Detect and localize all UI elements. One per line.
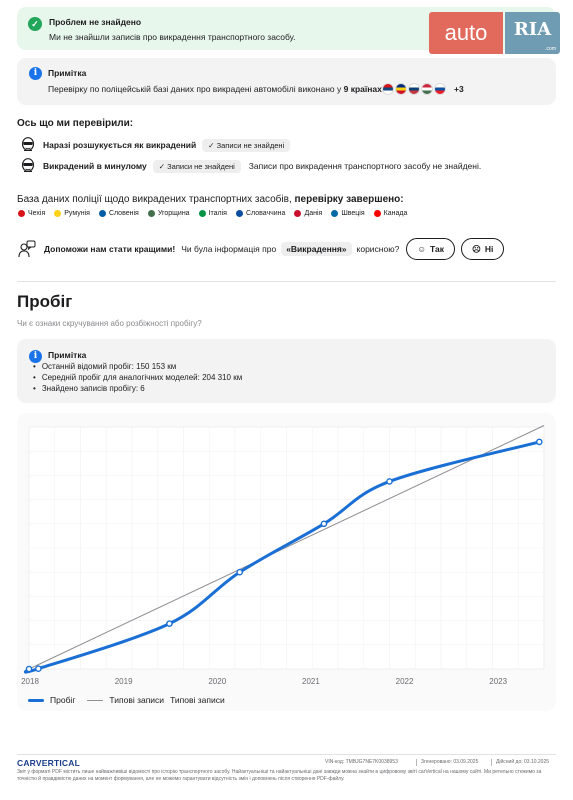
feedback-question-end: корисною?	[356, 244, 400, 254]
country-name: Словенія	[108, 210, 139, 217]
feedback-row	[18, 238, 504, 260]
legend-label: Типові записи	[170, 695, 225, 705]
yes-button[interactable]	[406, 238, 455, 260]
legend-label: Пробіг	[50, 695, 76, 705]
feedback-person-icon	[18, 240, 36, 258]
generated-date: Згенеровано: 03.09.2025	[421, 759, 479, 765]
x-tick-label: 2021	[302, 677, 320, 686]
country-flag-icon	[99, 210, 106, 217]
country-item	[199, 210, 227, 217]
list-item: • Середній пробіг для аналогічних моделей: 204 310 км	[33, 372, 242, 383]
alert-text: Ми не знайшли записів про викрадення транспортного засобу.	[49, 32, 296, 42]
data-point	[36, 666, 41, 671]
chart-legend	[28, 695, 225, 705]
country-name: Канада	[383, 210, 408, 217]
data-point	[237, 570, 242, 575]
x-tick-label: 2020	[208, 677, 227, 686]
country-name: Румунія	[64, 210, 90, 217]
check-label: Наразі розшукується як викрадений	[43, 140, 197, 150]
country-list	[18, 210, 407, 217]
note-text-pre: Перевірку по поліцейській базі даних про викрадені автомобілі виконано у	[48, 84, 344, 94]
data-point	[321, 521, 326, 526]
mileage-heading: Пробіг	[17, 292, 73, 311]
footer-separator	[491, 759, 492, 766]
country-item	[331, 210, 364, 217]
country-name: Італія	[208, 210, 227, 217]
country-item	[54, 210, 90, 217]
ria-logo-domain: .com	[545, 46, 556, 52]
x-tick-label: 2022	[395, 677, 414, 686]
check-small-icon: ✓	[158, 161, 166, 171]
country-name: Угорщина	[157, 210, 190, 217]
alert-title: Проблем не знайдено	[49, 17, 142, 27]
country-item	[99, 210, 139, 217]
yes-label: Так	[430, 244, 444, 254]
x-tick-label: 2018	[21, 677, 39, 686]
mileage-facts	[33, 361, 242, 394]
ria-logo-text: RIA	[513, 19, 552, 40]
country-flag-icon	[408, 83, 420, 95]
data-point	[387, 479, 392, 484]
country-flag-icon	[148, 210, 155, 217]
data-point	[26, 666, 31, 671]
country-flag-icon	[18, 210, 25, 217]
country-flag-icon	[331, 210, 338, 217]
check-small-icon: ✓	[208, 140, 215, 150]
legend-label: Типові записи	[109, 695, 165, 705]
checked-heading: Ось що ми перевірили:	[17, 118, 134, 129]
more-countries-count: +3	[454, 84, 464, 94]
list-item: • Знайдено записів пробігу: 6	[33, 383, 242, 394]
country-flag-icon	[294, 210, 301, 217]
database-text: База даних поліції щодо викрадених транспортних засобів,	[17, 194, 295, 205]
auto-ria-logo-auto: auto	[429, 12, 503, 54]
mileage-question: Чи є ознаки скручування або розбіжності пробігу?	[17, 319, 202, 328]
country-name: Швеція	[341, 210, 365, 217]
country-item	[294, 210, 322, 217]
country-flag-icon	[395, 83, 407, 95]
countries-note	[17, 58, 556, 105]
country-name: Данія	[304, 210, 323, 217]
vin-code: VIN-код: TMBJG7NE7K0038953	[325, 759, 398, 765]
country-flag-icon	[199, 210, 206, 217]
no-button[interactable]	[461, 238, 504, 260]
country-flag-icon	[236, 210, 243, 217]
country-item	[236, 210, 285, 217]
country-flag-icon	[421, 83, 433, 95]
carvertical-logo: CARVERTICAL	[17, 758, 80, 768]
x-tick-label: 2019	[114, 677, 133, 686]
mileage-chart-card	[17, 413, 556, 711]
feedback-question: Чи була інформація про	[181, 244, 277, 254]
note-text	[48, 84, 384, 94]
country-name: Словаччина	[245, 210, 286, 217]
note-title: Примітка	[48, 68, 87, 78]
feedback-topic-tag: «Викрадення»	[281, 242, 351, 256]
flag-group	[382, 83, 446, 95]
data-point	[537, 439, 542, 444]
auto-ria-logo-ria	[505, 12, 560, 54]
note-text-bold: 9 країнах	[343, 84, 382, 94]
status-badge	[153, 160, 241, 173]
country-flag-icon	[374, 210, 381, 217]
feedback-title: Допоможи нам стати кращими!	[44, 244, 176, 254]
check-row-stolen-in-past	[21, 157, 481, 175]
footer-disclaimer: Звіт у форматі PDF містить лише найважливіші відомості про історію транспортного засобу. Найактуальніші та найактуальніші дані завжди можна знайти в цифровому звіті carVertical на нашому сайті. Ми ретельно стежимо за точністю й правдивістю даних на момент формування, але не можемо гарантувати відсутність змін і доповнень після створення PDF-файлу.	[17, 769, 542, 782]
country-name: Чехія	[28, 210, 46, 217]
valid-until-date: Дійсний до: 03.10.2025	[496, 759, 550, 765]
note-title: Примітка	[48, 350, 87, 360]
list-item: • Останній відомий пробіг: 150 153 км	[33, 361, 242, 372]
no-label: Ні	[484, 244, 494, 254]
criminal-mask-icon	[21, 158, 35, 174]
x-tick-label: 2023	[489, 677, 508, 686]
section-divider	[17, 281, 556, 282]
criminal-mask-icon	[21, 137, 35, 153]
footer-divider	[17, 754, 556, 755]
footer-separator	[416, 759, 417, 766]
status-text: Записи не знайдені	[216, 140, 285, 150]
country-flag-icon	[382, 83, 394, 95]
status-badge	[202, 139, 290, 152]
legend-swatch-mileage	[28, 699, 44, 702]
database-text-bold: перевірку завершено:	[294, 194, 404, 205]
check-label: Викрадений в минулому	[43, 161, 147, 171]
info-icon: i	[29, 67, 42, 80]
country-flag-icon	[54, 210, 61, 217]
database-status	[17, 194, 404, 205]
check-description: Записи про викрадення транспортного засобу не знайдені.	[248, 161, 482, 171]
mileage-chart	[17, 413, 556, 711]
check-icon: ✓	[28, 17, 42, 31]
country-flag-icon	[434, 83, 446, 95]
country-item	[18, 210, 45, 217]
status-text: Записи не знайдені	[167, 161, 235, 171]
smile-icon: ☺	[417, 244, 427, 254]
check-row-currently-wanted	[21, 136, 298, 154]
country-item	[148, 210, 190, 217]
frown-icon: ☹	[471, 243, 481, 254]
country-item	[374, 210, 408, 217]
data-point	[167, 621, 172, 626]
info-icon: i	[29, 350, 42, 363]
legend-swatch-typical	[87, 700, 103, 701]
